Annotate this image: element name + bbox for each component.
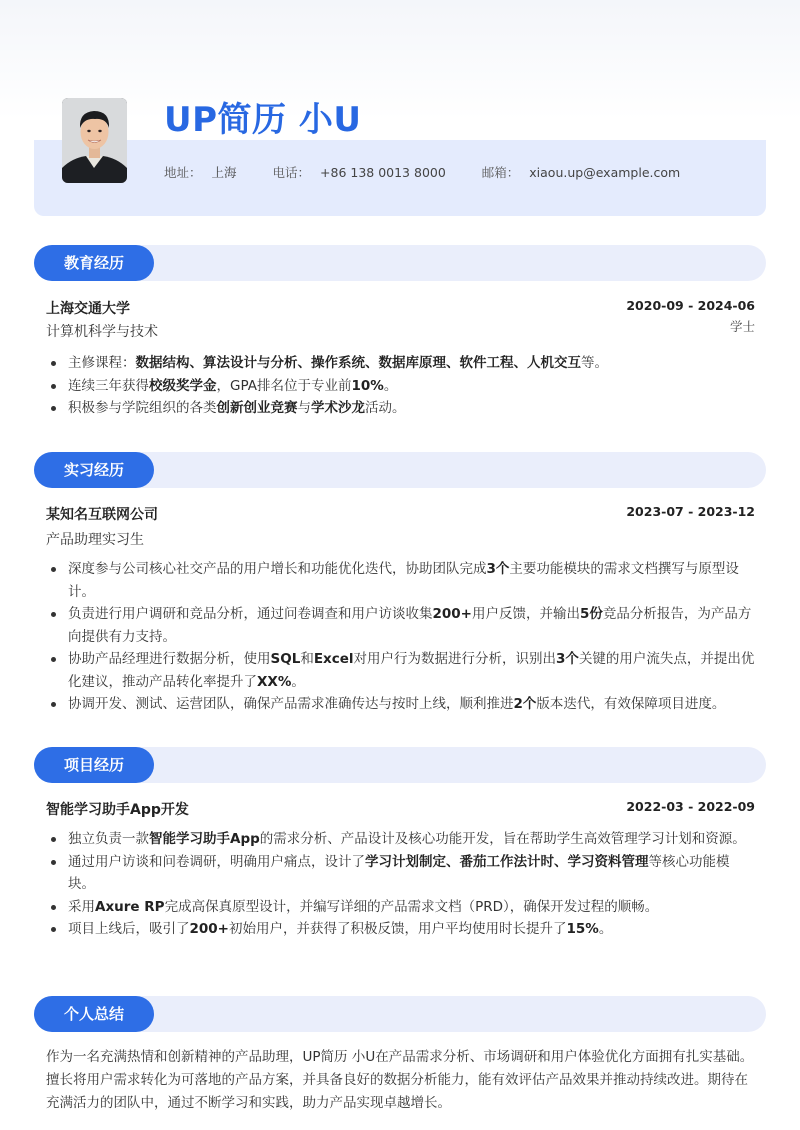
degree: 学士 <box>729 319 755 334</box>
phone-label: 电话： <box>272 165 311 180</box>
school-name: 上海交通大学 <box>46 301 130 317</box>
bullet-item: 采用Axure RP完成高保真原型设计，并编写详细的产品需求文档（PRD），确保开发过程的顺畅。 <box>46 896 756 919</box>
major: 计算机科学与技术 <box>46 324 158 340</box>
address-label: 地址： <box>164 165 202 180</box>
bullet-item: 项目上线后，吸引了200+初始用户，并获得了积极反馈，用户平均使用时长提升了15%。 <box>46 918 756 941</box>
avatar <box>62 98 127 183</box>
education-date: 2020-09 - 2024-06 <box>626 298 755 313</box>
section-title-summary: 个人总结 <box>34 996 154 1032</box>
bullet-item: 负责进行用户调研和竞品分析，通过问卷调查和用户访谈收集200+用户反馈，并输出5份竞品分析报告，为产品方向提供有力支持。 <box>46 603 756 648</box>
bullet-item: 独立负责一款智能学习助手App的需求分析、产品设计及核心功能开发，旨在帮助学生高效管理学习计划和资源。 <box>46 828 756 851</box>
section-title-education: 教育经历 <box>34 245 154 281</box>
internship-subheader <box>46 529 755 549</box>
bullet-item: 连续三年获得校级奖学金，GPA排名位于专业前10%。 <box>46 375 756 398</box>
internship-date: 2023-07 - 2023-12 <box>626 504 755 519</box>
bullet-item: 积极参与学院组织的各类创新创业竞赛与学术沙龙活动。 <box>46 397 756 420</box>
bullet-item: 协调开发、测试、运营团队，确保产品需求准确传达与按时上线，顺利推进2个版本迭代，有效保障项目进度。 <box>46 693 756 716</box>
bullet-item: 协助产品经理进行数据分析，使用SQL和Excel对用户行为数据进行分析，识别出3个关键的用户流失点，并提出优化建议，推动产品转化率提升了XX%。 <box>46 648 756 693</box>
summary-text: 作为一名充满热情和创新精神的产品助理，UP简历 小U在产品需求分析、市场调研和用户体验优化方面拥有扎实基础。擅长将用户需求转化为可落地的产品方案，并具备良好的数据分析能力，能有效评估产品效果并推动持续改进。期待在充满活力的团队中，通过不断学习和实践，助力产品实现卓越增长。 <box>46 1049 754 1111</box>
project-name: 智能学习助手App开发 <box>46 802 189 818</box>
section-bar-education <box>34 245 766 281</box>
education-subheader <box>46 321 755 341</box>
project-header <box>46 799 755 819</box>
bullet-item: 深度参与公司核心社交产品的用户增长和功能优化迭代，协助团队完成3个主要功能模块的需求文档撰写与原型设计。 <box>46 558 756 603</box>
education-bullets <box>46 352 756 420</box>
section-title-internship: 实习经历 <box>34 452 154 488</box>
project-bullets <box>46 828 756 941</box>
project-date: 2022-03 - 2022-09 <box>626 799 755 814</box>
section-title-project: 项目经历 <box>34 747 154 783</box>
section-bar-summary <box>34 996 766 1032</box>
bullet-item: 主修课程：数据结构、算法设计与分析、操作系统、数据库原理、软件工程、人机交互等。 <box>46 352 756 375</box>
company-name: 某知名互联网公司 <box>46 507 158 523</box>
internship-header <box>46 504 755 524</box>
address-value: 上海 <box>211 165 237 180</box>
bullet-item: 通过用户访谈和问卷调研，明确用户痛点，设计了学习计划制定、番茄工作法计时、学习资料管理等核心功能模块。 <box>46 851 756 896</box>
phone-value: +86 138 0013 8000 <box>320 165 446 180</box>
email-value: xiaou.up@example.com <box>529 165 681 180</box>
email-label: 邮箱： <box>481 165 520 180</box>
section-bar-internship <box>34 452 766 488</box>
education-header <box>46 298 755 318</box>
avatar-photo <box>62 98 127 183</box>
internship-bullets <box>46 558 756 716</box>
candidate-name: UP简历 小U <box>164 100 362 140</box>
section-bar-project <box>34 747 766 783</box>
contact-info <box>164 163 680 181</box>
role: 产品助理实习生 <box>46 532 144 548</box>
